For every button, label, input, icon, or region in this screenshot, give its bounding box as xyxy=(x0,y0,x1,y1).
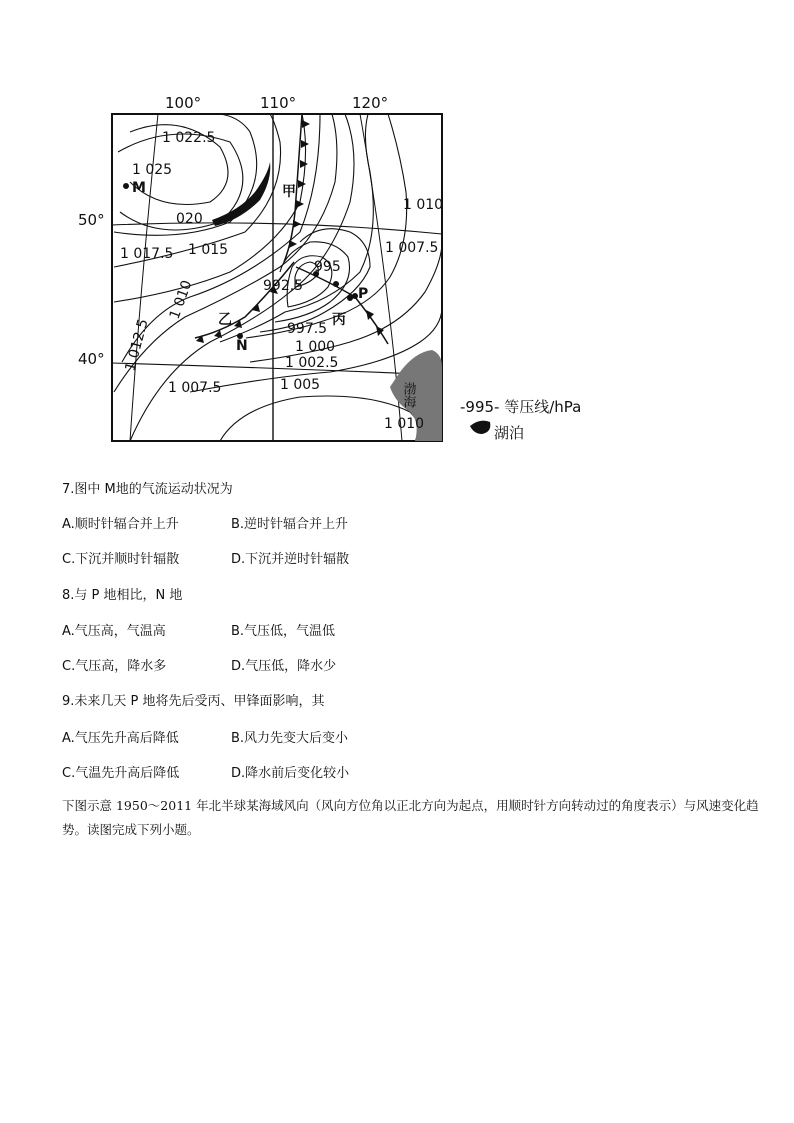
isobar-label: 992.5 xyxy=(263,278,304,294)
question-7-stem: 7.图中 M地的气流运动状况为 xyxy=(62,482,233,497)
isobar-label: 1 002.5 xyxy=(285,355,339,371)
isobar-label: 1 015 xyxy=(188,242,229,258)
lake-legend-icon xyxy=(470,421,490,434)
question-7-option-a: A.顺时针辐合并上升 xyxy=(62,517,179,532)
point-p-marker xyxy=(347,295,353,301)
isobar-label: 1 007.5 xyxy=(168,380,222,396)
lon-110-label: 110° xyxy=(260,94,297,112)
question-8-option-d: D.气压低，降水少 xyxy=(231,659,337,674)
isobar-label: 995 xyxy=(314,259,341,275)
isobar-legend xyxy=(460,396,581,417)
point-p-label: P xyxy=(358,286,369,302)
lake-legend-label: 湖泊 xyxy=(494,424,525,442)
cold-front-yi xyxy=(195,262,294,343)
question-9-option-a: A.气压先升高后降低 xyxy=(62,731,179,746)
lon-100-label: 100° xyxy=(165,94,202,112)
isobar-label: 1 012.5 xyxy=(122,317,152,374)
front-jia-label: 甲 xyxy=(282,184,296,200)
sea-label: 渤海 xyxy=(400,382,416,408)
question-8-stem: 8.与 P 地相比，N 地 xyxy=(62,588,183,603)
front-yi-label: 乙 xyxy=(218,312,232,328)
question-8-option-c: C.气压高，降水多 xyxy=(62,659,167,674)
parallel-40 xyxy=(112,363,442,375)
weather-map-figure xyxy=(70,92,630,452)
isobar-label: 1 022.5 xyxy=(162,130,216,146)
question-8-option-a: A.气压高，气温高 xyxy=(62,624,166,639)
isobar-label: 1 017.5 xyxy=(120,246,174,262)
isobar-label: 1 005 xyxy=(280,377,321,393)
question-9-option-b: B.风力先变大后变小 xyxy=(231,731,349,746)
parallel-50 xyxy=(112,223,442,234)
lon-120-label: 120° xyxy=(352,94,389,112)
isobar-label: 020 xyxy=(176,211,203,227)
isobar-legend-symbol: -995- xyxy=(460,398,500,416)
isobar-label: 997.5 xyxy=(287,321,328,337)
point-m-marker xyxy=(123,183,129,189)
section-intro: 下图示意 1950～2011 年北半球某海域风向（风向方位角以正北方向为起点，用顺时针方向转动过的角度表示）与风速变化趋势。读图完成下列小题。 xyxy=(62,798,759,837)
isobar-label: 1 000 xyxy=(295,339,336,355)
question-8-option-b: B.气压低，气温低 xyxy=(231,624,336,639)
question-7-option-d: D.下沉并逆时针辐散 xyxy=(231,552,350,567)
isobar-label: 1 010 xyxy=(384,416,425,432)
question-7-option-b: B.逆时针辐合并上升 xyxy=(231,517,349,532)
isobar-label: 1 010 xyxy=(403,197,444,213)
question-7-option-c: C.下沉并顺时针辐散 xyxy=(62,552,180,567)
question-9-option-c: C.气温先升高后降低 xyxy=(62,766,180,781)
lat-50-label: 50° xyxy=(78,211,105,229)
isobar-label: 1 007.5 xyxy=(385,240,439,256)
question-9-stem: 9.未来几天 P 地将先后受丙、甲锋面影响，其 xyxy=(62,694,325,709)
isobar-label: 1 010 xyxy=(166,278,196,322)
lat-40-label: 40° xyxy=(78,350,105,368)
isobar-label: 1 025 xyxy=(132,162,173,178)
question-9-option-d: D.降水前后变化较小 xyxy=(231,766,350,781)
isobar-legend-label: 等压线/hPa xyxy=(504,398,582,416)
lake-baikal xyxy=(212,162,270,226)
point-n-label: N xyxy=(236,338,248,354)
front-bing-label: 丙 xyxy=(332,312,346,328)
point-m-label: M xyxy=(132,180,146,196)
